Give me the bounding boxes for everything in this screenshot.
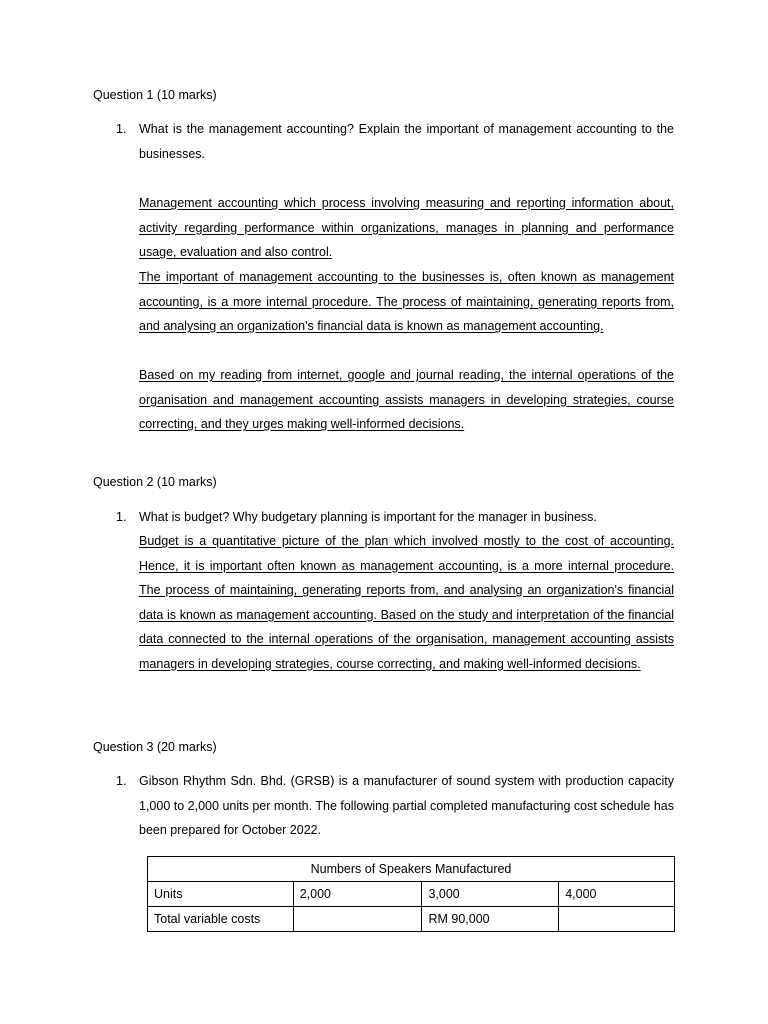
question-2-answer: Budget is a quantitative picture of the plan which involved mostly to the cost of accounting. Hence, it is important often known as management accounting, is a more internal procedure. The process of maintaining, generating reports from, and analysing an organization's financial data is known as management accounting. Based on the study and interpretation of the financial data connected to the internal operations of the organisation, management accounting assists managers in developing strategies, course correcting, and making well-informed decisions.: [139, 534, 674, 671]
question-1-answer-paragraph-3: Based on my reading from internet, google and journal reading, the internal operations of the organisation and management accounting assists managers in developing strategies, course correcting, and they urges making well-informed decisions.: [139, 368, 674, 431]
table-cell: 2,000: [293, 882, 422, 907]
question-3-heading: Question 3 (20 marks): [93, 740, 217, 754]
question-2-number: 1.: [116, 510, 127, 524]
manufacturing-cost-table: [147, 856, 675, 932]
table-row: [148, 882, 675, 907]
table-cell: 4,000: [559, 882, 675, 907]
question-1-answer-paragraph-2: The important of management accounting to the businesses is, often known as management accounting, is a more internal procedure. The process of maintaining, generating reports from, and analysing an organization's financial data is known as management accounting.: [139, 270, 674, 333]
question-1-number: 1.: [116, 122, 127, 136]
question-1-answer-paragraph-1: Management accounting which process involving measuring and reporting information about, activity regarding performance within organizations, manages in planning and performance usage, evaluation and also control.: [139, 196, 674, 259]
table-cell: [559, 907, 675, 932]
table-cell: [293, 907, 422, 932]
table-header-row: [148, 857, 675, 882]
table-header-cell: Numbers of Speakers Manufactured: [148, 857, 675, 882]
question-2-heading: Question 2 (10 marks): [93, 475, 217, 489]
table-cell: Units: [148, 882, 294, 907]
question-3-number: 1.: [116, 774, 127, 788]
table-cell: RM 90,000: [422, 907, 559, 932]
question-1-text: What is the management accounting? Explain the important of management accounting to the businesses.: [139, 122, 674, 161]
question-1-heading: Question 1 (10 marks): [93, 88, 217, 102]
table-cell: Total variable costs: [148, 907, 294, 932]
table-row: [148, 907, 675, 932]
question-2-text: What is budget? Why budgetary planning is important for the manager in business.: [139, 510, 597, 524]
question-3-text: Gibson Rhythm Sdn. Bhd. (GRSB) is a manufacturer of sound system with production capacity 1,000 to 2,000 units per month. The following partial completed manufacturing cost schedule has been prepared for October 2022.: [139, 774, 674, 837]
table-cell: 3,000: [422, 882, 559, 907]
